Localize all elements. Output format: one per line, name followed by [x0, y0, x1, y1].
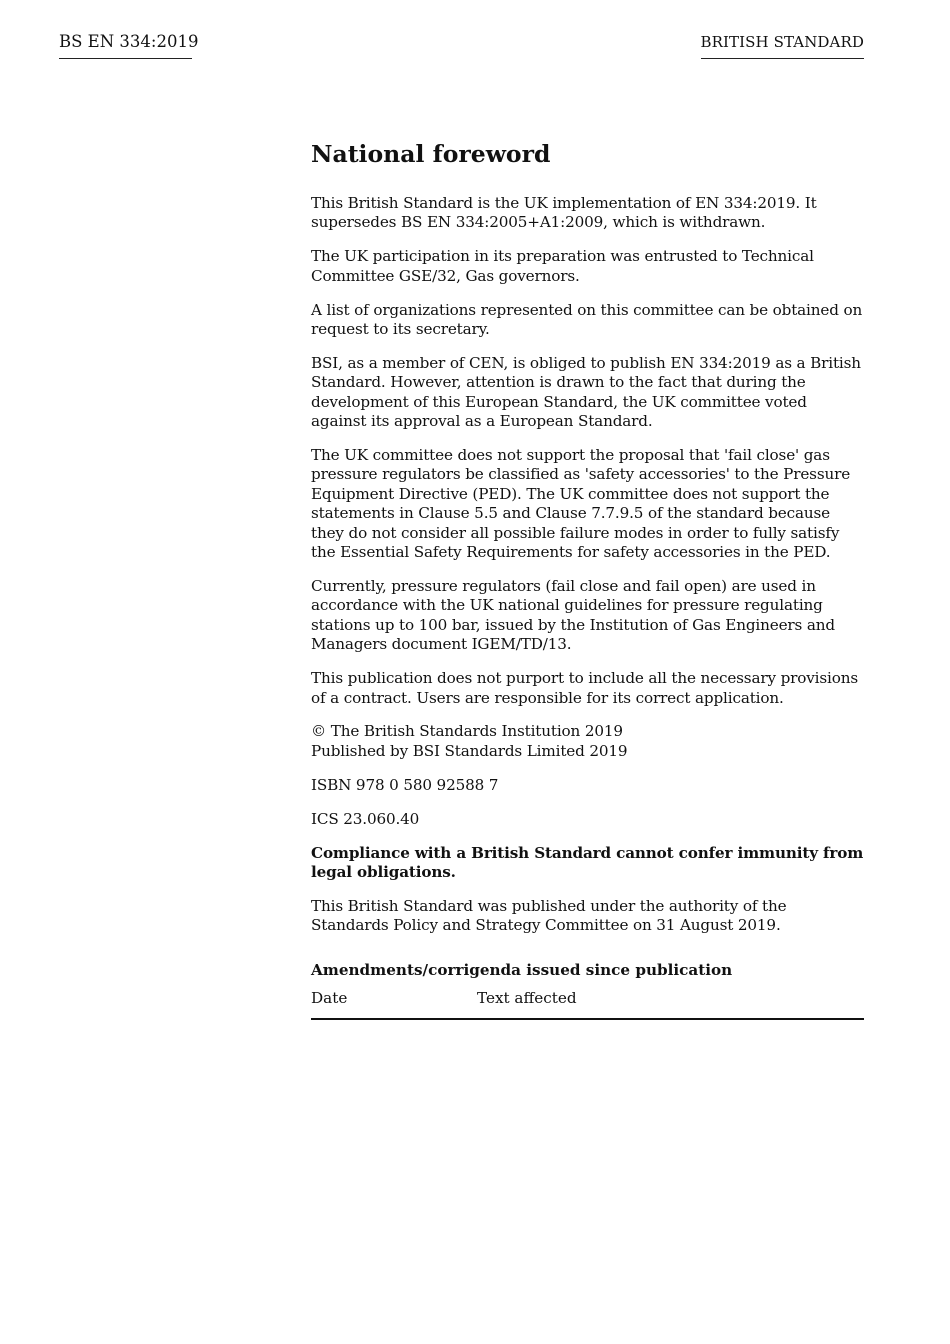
amendments-header-row [311, 988, 864, 1020]
paragraph-guidelines: Currently, pressure regulators (fail close and fail open) are used in accordance with the UK national guidelines for pressure regulating stations up to 100 bar, issued by the Institution of Gas Engineers and Managers document IGEM/TD/13. [311, 577, 835, 654]
compliance-notice: Compliance with a British Standard cannot confer immunity from legal obligations. [311, 843, 864, 881]
document-type-label: BRITISH STANDARD [701, 30, 865, 59]
amendments-table [311, 960, 864, 1020]
page-title: National foreword [311, 140, 551, 168]
copyright-block [311, 722, 864, 761]
copyright-line: © The British Standards Institution 2019 [311, 722, 623, 741]
paragraph-committee: The UK participation in its preparation was entrusted to Technical Committee GSE/32, Gas governors. [311, 247, 814, 285]
paragraph-contract: This publication does not purport to include all the necessary provisions of a contract. Users are responsible for its correct application. [311, 669, 859, 707]
ics-code: ICS 23.060.40 [311, 809, 420, 828]
amendments-heading: Amendments/corrigenda issued since publication [311, 960, 733, 979]
paragraph-cen-obligation: BSI, as a member of CEN, is obliged to publish EN 334:2019 as a British Standard. However, attention is drawn to the fact that during the development of this European Standard, the UK committee voted against its approval as a European Standard. [311, 353, 861, 431]
national-foreword-section [311, 138, 864, 1020]
column-header-text-affected: Text affected [477, 988, 577, 1007]
paragraph-fail-close: The UK committee does not support the proposal that 'fail close' gas pressure regulators be classified as 'safety accessories' to the Pressure Equipment Directive (PED). The UK committee does not support the statements in Clause 5.5 and Clause 7.7.9.5 of the standard because they do not consider all possible failure modes in order to fully satisfy the Essential Safety Requirements for safety accessories in the PED. [311, 446, 851, 562]
paragraph-organizations: A list of organizations represented on this committee can be obtained on request to its secretary. [311, 300, 863, 339]
isbn: ISBN 978 0 580 92588 7 [311, 775, 499, 794]
paragraph-implementation: This British Standard is the UK implementation of EN 334:2019. It supersedes BS EN 334:2005+A1:2009, which is withdrawn. [311, 194, 817, 232]
column-header-date: Date [311, 988, 348, 1007]
document-id: BS EN 334:2019 [59, 30, 192, 59]
authority-statement: This British Standard was published under the authority of the Standards Policy and Strategy Committee on 31 August 2019. [311, 896, 787, 935]
publisher-line: Published by BSI Standards Limited 2019 [311, 741, 628, 760]
